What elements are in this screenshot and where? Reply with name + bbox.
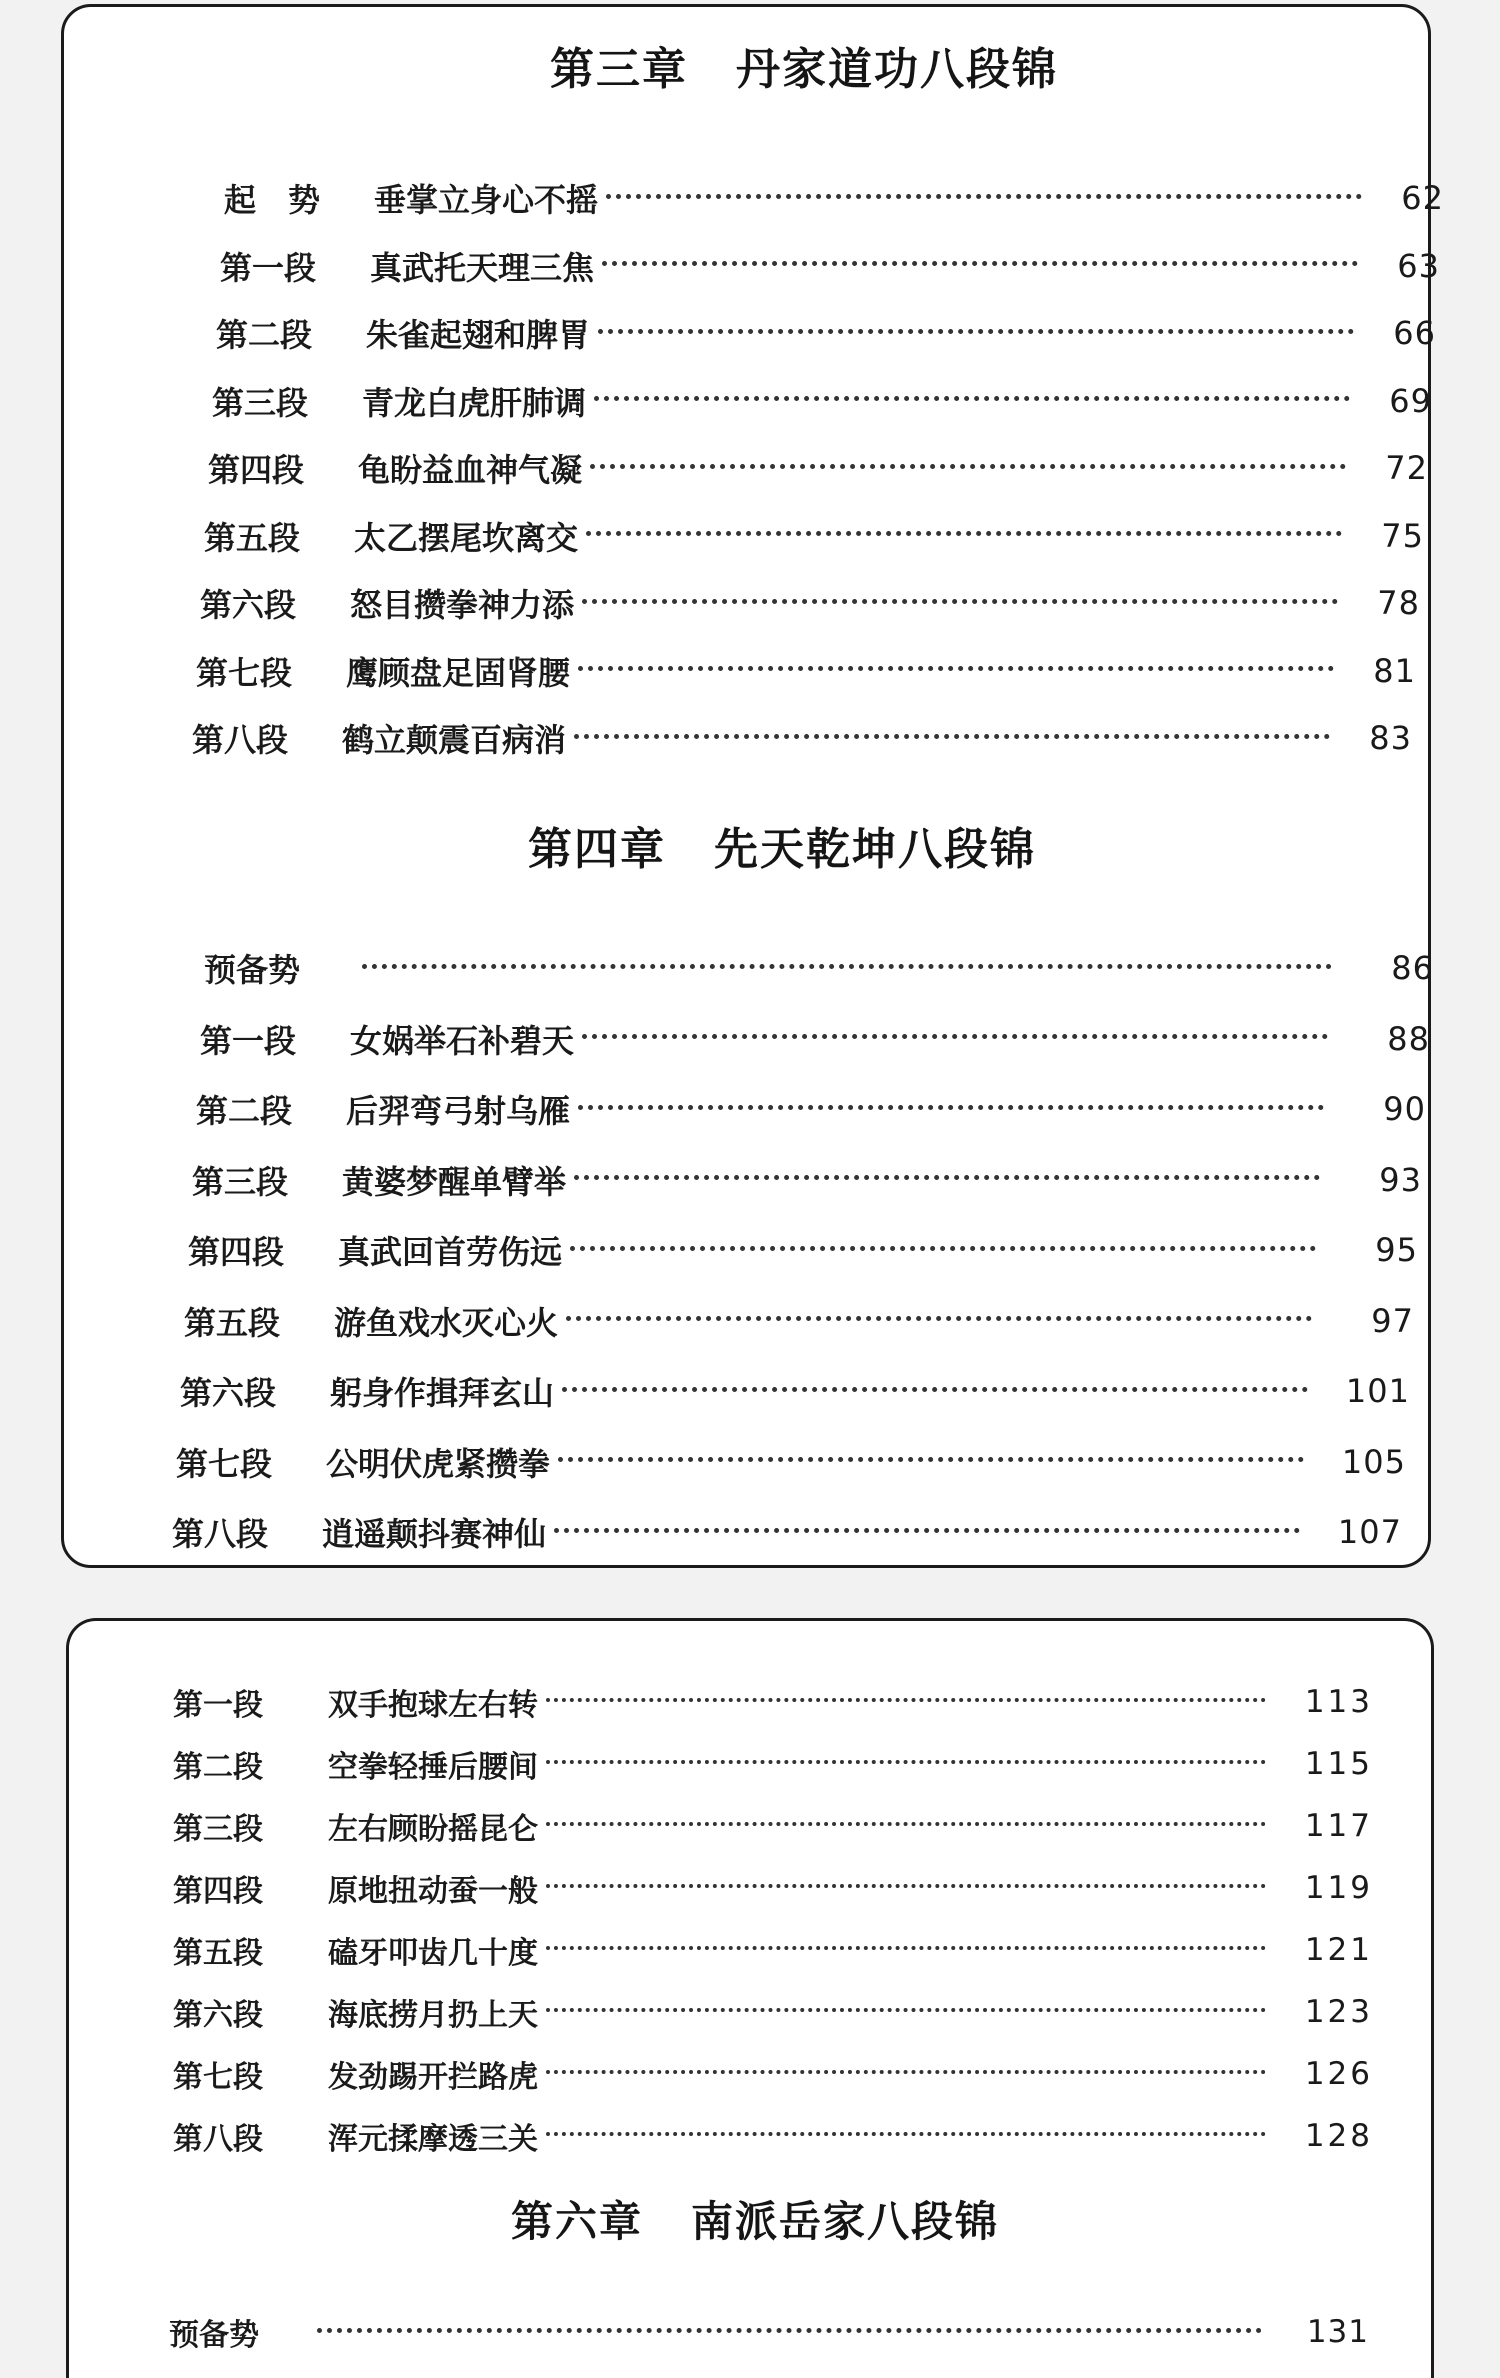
toc-entry-page: 63 [1397,246,1440,285]
chapter-6-title: 南派岳家八段锦 [691,2197,1000,2246]
toc-entry-section: 第三段 [173,1812,263,1847]
toc-entry-page: 128 [1304,2118,1373,2154]
toc-entry-page: 107 [1337,1513,1402,1551]
toc-entry-section: 第七段 [176,1444,273,1483]
toc-leader-dots [362,964,1332,969]
toc-entry-section: 第二段 [216,316,313,354]
chapter-6-heading [511,2189,999,2249]
toc-entry-title: 黄婆梦醒单臂举 [342,1162,567,1201]
toc-leader-dots [546,2132,1266,2136]
toc-entry [173,1739,1373,1789]
toc-entry-page: 123 [1304,1994,1373,2030]
toc-entry-page: 81 [1373,651,1416,690]
toc-entry-page: 93 [1379,1160,1422,1199]
toc-entry-section: 第二段 [196,1092,293,1130]
toc-entry-title: 垂掌立身心不摇 [374,181,599,219]
toc-entry [173,2111,1373,2161]
toc-entry-title: 女娲举石补碧天 [350,1021,575,1060]
toc-entry-section: 第八段 [172,1515,269,1553]
toc-panel-lower [66,1618,1434,2378]
toc-entry [173,1925,1373,1975]
toc-entry-section: 第六段 [200,586,297,624]
toc-entry-page: 113 [1304,1684,1373,1720]
toc-leader-dots [317,2328,1262,2333]
toc-entry-section: 第一段 [220,248,317,287]
toc-entry-section: 第七段 [173,2060,263,2095]
toc-leader-dots [598,329,1354,334]
toc-entry-section: 第四段 [173,1874,263,1909]
toc-entry-section: 第四段 [188,1233,285,1271]
toc-leader-dots [546,1760,1266,1764]
toc-entry-title: 海底捞月扔上天 [328,1998,538,2033]
toc-entry-page: 62 [1401,179,1444,217]
toc-entry-page: 97 [1371,1301,1414,1340]
toc-entry-page: 131 [1306,2314,1369,2350]
toc-entry-title: 磕牙叩齿几十度 [328,1936,538,1971]
toc-entry-page: 78 [1377,584,1420,622]
toc-entry-section: 第四段 [208,451,305,489]
toc-entry-section: 预备势 [169,2318,259,2353]
toc-entry-title: 太乙摆尾坎离交 [354,518,579,557]
toc-entry [173,1677,1373,1727]
toc-entry-title: 鹰顾盘足固肾腰 [346,653,571,692]
toc-entry [204,511,1424,561]
toc-entry [173,1863,1373,1913]
toc-entry-section: 第五段 [184,1303,281,1342]
toc-entry-title: 双手抱球左右转 [328,1688,538,1723]
toc-leader-dots [602,261,1358,266]
toc-entry-title: 躬身作揖拜玄山 [330,1374,555,1412]
toc-entry-page: 86 [1391,949,1434,987]
toc-entry-section: 第三段 [192,1162,289,1201]
toc-entry [200,578,1420,628]
toc-leader-dots [554,1528,1300,1533]
toc-entry-section: 第七段 [196,653,293,692]
toc-leader-dots [546,2070,1266,2074]
toc-entry-section: 第一段 [200,1021,297,1060]
toc-leader-dots [546,1946,1266,1950]
toc-entry [212,376,1432,426]
toc-leader-dots [570,1246,1316,1251]
toc-entry-section: 第五段 [204,518,301,557]
toc-entry [169,2307,1369,2357]
chapter-6-number: 第六章 [511,2197,644,2246]
toc-leader-dots [586,531,1342,536]
toc-entry [172,1507,1402,1557]
toc-leader-dots [546,1884,1266,1888]
toc-entry-page: 88 [1387,1019,1430,1058]
toc-panel-upper [61,4,1444,1568]
toc-leader-dots [590,464,1346,469]
toc-entry-page: 119 [1304,1870,1373,1906]
toc-entry-page: 69 [1389,381,1432,420]
toc-entry-title: 真武托天理三焦 [370,248,595,287]
toc-entry [192,713,1412,763]
toc-entry [184,1296,1414,1346]
toc-leader-dots [562,1387,1308,1392]
toc-entry [200,1014,1430,1064]
toc-leader-dots [558,1457,1304,1462]
toc-entry-section: 第六段 [180,1374,277,1412]
toc-entry-section: 第五段 [173,1936,263,1971]
toc-entry-title: 发劲踢开拦路虎 [328,2060,538,2095]
toc-leader-dots [578,1105,1324,1110]
toc-entry-title: 朱雀起翅和脾胃 [366,316,591,354]
toc-leader-dots [546,2008,1266,2012]
toc-entry-page: 66 [1393,314,1436,352]
toc-entry-section: 第六段 [173,1998,263,2033]
toc-entry-title: 空拳轻捶后腰间 [328,1750,538,1785]
toc-entry [216,308,1436,358]
toc-entry [188,1225,1418,1275]
toc-entry [180,1366,1410,1416]
toc-entry [208,443,1428,493]
toc-leader-dots [606,194,1362,199]
toc-leader-dots [546,1698,1266,1702]
toc-entry-page: 126 [1304,2056,1373,2092]
toc-entry-title: 浑元揉摩透三关 [328,2122,538,2157]
toc-entry [173,2049,1373,2099]
toc-entry-section: 预备势 [204,951,301,989]
chapter-4-heading [528,813,1036,877]
toc-entry [204,943,1434,993]
toc-leader-dots [578,666,1334,671]
toc-entry [173,1987,1373,2037]
toc-entry-title: 游鱼戏水灭心火 [334,1303,559,1342]
toc-entry-title: 真武回首劳伤远 [338,1233,563,1271]
chapter-3-heading [550,33,1058,97]
toc-entry-title: 后羿弯弓射乌雁 [346,1092,571,1130]
toc-entry [176,1437,1406,1487]
toc-entry [196,1084,1426,1134]
toc-leader-dots [582,1034,1328,1039]
toc-entry-page: 105 [1341,1442,1406,1481]
toc-entry-page: 121 [1304,1932,1373,1968]
toc-entry [224,173,1444,223]
toc-entry-title: 鹤立颠震百病消 [342,721,567,759]
toc-leader-dots [582,599,1338,604]
toc-entry-page: 95 [1375,1231,1418,1269]
chapter-3-title: 丹家道功八段锦 [736,44,1058,95]
toc-entry-title: 原地扭动蚕一般 [328,1874,538,1909]
toc-leader-dots [594,396,1350,401]
toc-entry-section: 第一段 [173,1688,263,1723]
toc-entry-page: 72 [1385,449,1428,487]
toc-entry-page: 117 [1304,1808,1373,1844]
toc-entry-section: 起 势 [224,181,321,219]
toc-entry-page: 75 [1381,516,1424,555]
toc-entry [192,1155,1422,1205]
toc-leader-dots [574,1175,1320,1180]
toc-entry-title: 公明伏虎紧攒拳 [326,1444,551,1483]
toc-entry-page: 90 [1383,1090,1426,1128]
toc-entry-title: 龟盼益血神气凝 [358,451,583,489]
toc-entry-title: 左右顾盼摇昆仑 [328,1812,538,1847]
toc-entry-page: 83 [1369,719,1412,757]
toc-leader-dots [574,734,1330,739]
toc-entry-section: 第二段 [173,1750,263,1785]
toc-leader-dots [546,1822,1266,1826]
chapter-3-number: 第三章 [550,44,688,95]
toc-entry-section: 第八段 [192,721,289,759]
toc-entry-page: 101 [1345,1372,1410,1410]
toc-leader-dots [566,1316,1312,1321]
toc-entry-title: 青龙白虎肝肺调 [362,383,587,422]
toc-entry-section: 第三段 [212,383,309,422]
toc-entry [220,241,1440,291]
chapter-4-title: 先天乾坤八段锦 [714,824,1036,875]
toc-entry-title: 逍遥颠抖赛神仙 [322,1515,547,1553]
toc-entry-title: 怒目攒拳神力添 [350,586,575,624]
toc-entry-page: 115 [1304,1746,1373,1782]
toc-entry [173,1801,1373,1851]
toc-entry [196,646,1416,696]
toc-entry-section: 第八段 [173,2122,263,2157]
chapter-4-number: 第四章 [528,824,666,875]
